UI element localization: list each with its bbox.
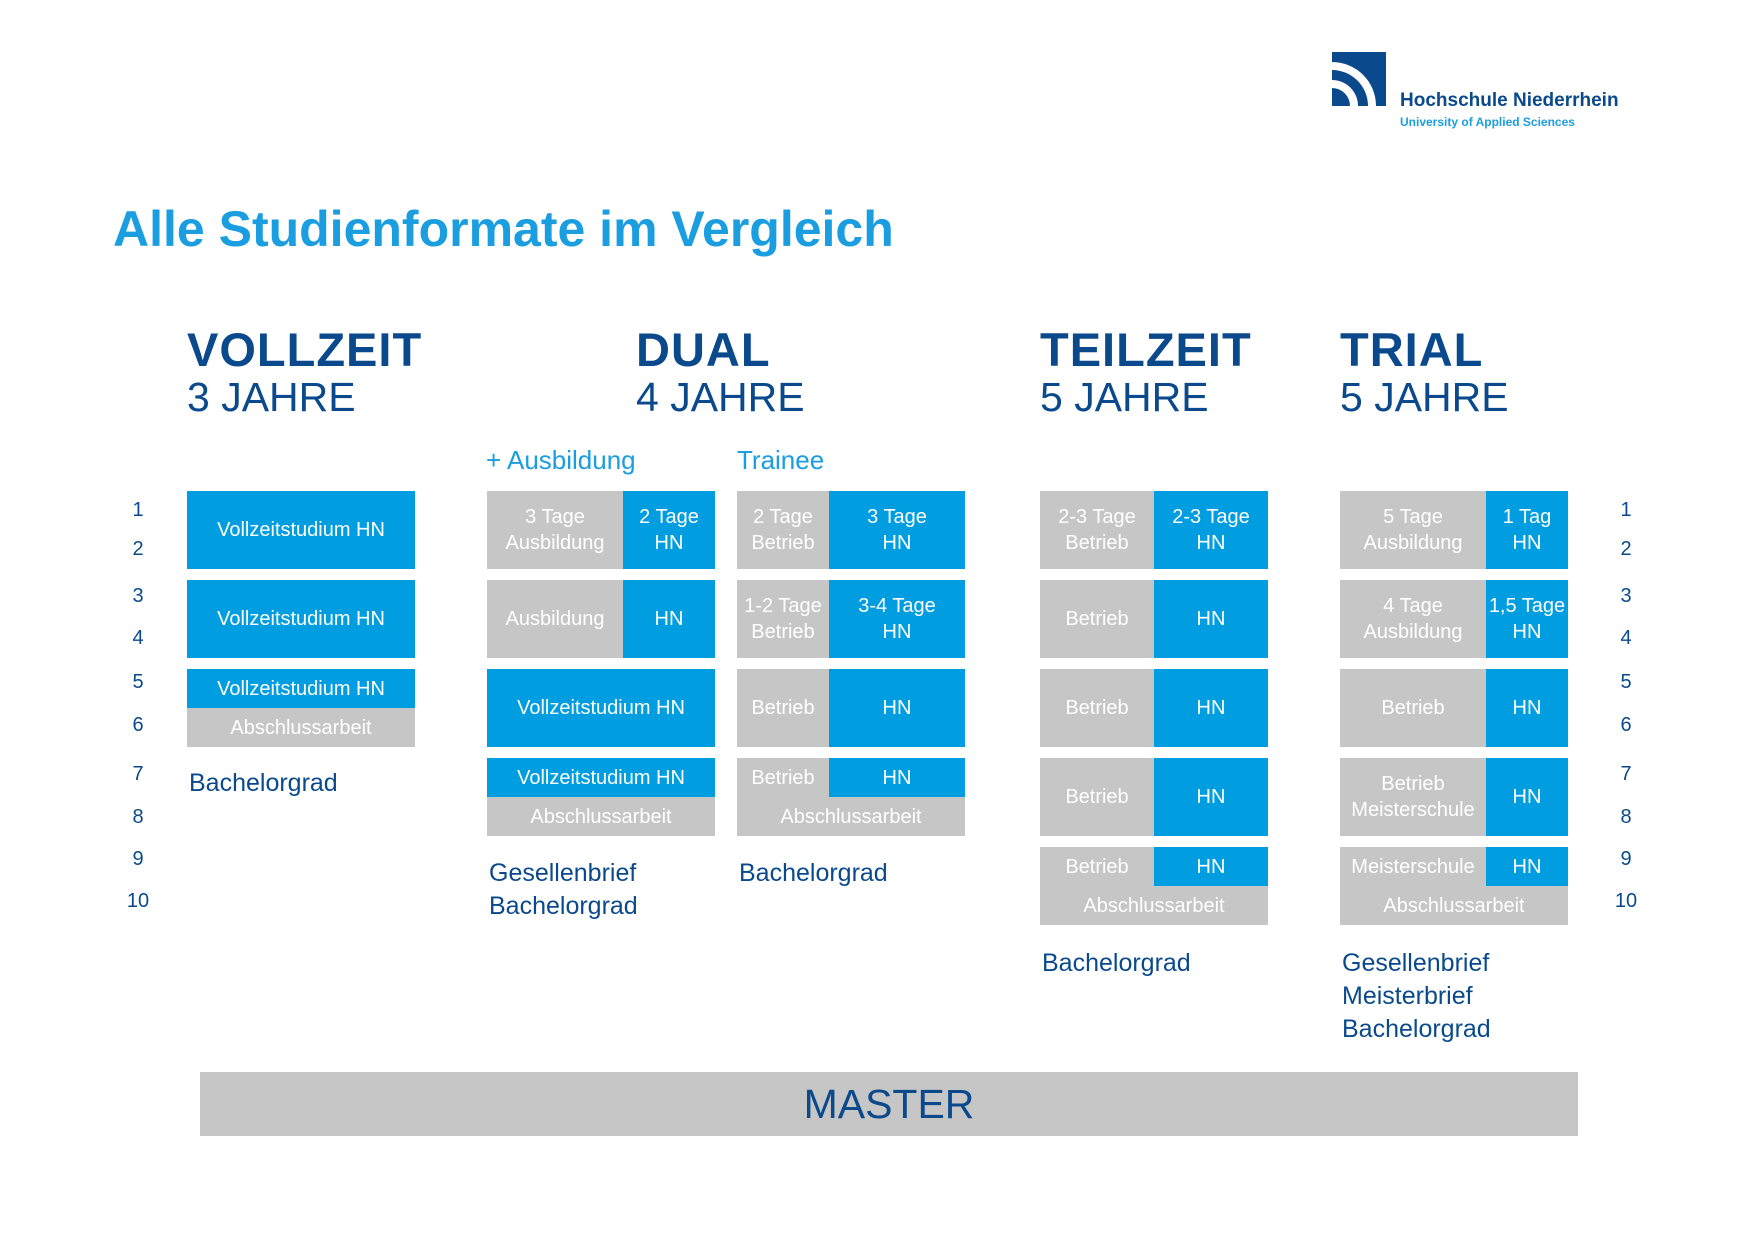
teilzeit-block-2-right: HN [1154, 580, 1268, 658]
vollzeit-block-3: Vollzeitstudium HN [187, 669, 415, 708]
vollzeit-block-2: Vollzeitstudium HN [187, 580, 415, 658]
teilzeit-block-3-right: HN [1154, 669, 1268, 747]
right-semester-9: 9 [1620, 848, 1632, 870]
dual_trainee-block-1-left: 2 Tage Betrieb [737, 491, 829, 569]
teilzeit-block-4-right: HN [1154, 758, 1268, 836]
trial-block-5-left: Meisterschule [1340, 847, 1486, 886]
left-semester-5: 5 [132, 671, 144, 693]
right-semester-6: 6 [1620, 714, 1632, 736]
dual_trainee-degree-1: Bachelorgrad [739, 859, 888, 887]
logo-name: Hochschule Niederrhein [1400, 90, 1619, 111]
trial-degree-1: Gesellenbrief [1342, 949, 1490, 977]
university-emblem-icon [1328, 48, 1390, 110]
teilzeit-thesis-block: Abschlussarbeit [1040, 886, 1268, 925]
teilzeit-block-5-right: HN [1154, 847, 1268, 886]
format-duration-trial: 5 JAHRE [1340, 374, 1509, 420]
dual_ausbildung-block-1-left: 3 Tage Ausbildung [487, 491, 623, 569]
teilzeit-block-4-left: Betrieb [1040, 758, 1154, 836]
format-name-teilzeit: TEILZEIT [1040, 323, 1252, 376]
dual-variant-ausbildung: + Ausbildung [486, 445, 636, 475]
teilzeit-block-2-left: Betrieb [1040, 580, 1154, 658]
dual_trainee-block-1-right: 3 Tage HN [829, 491, 965, 569]
trial-block-4-left: Betrieb Meisterschule [1340, 758, 1486, 836]
right-semester-2: 2 [1620, 538, 1632, 560]
dual_trainee-block-4-left: Betrieb [737, 758, 829, 797]
dual_ausbildung-degrees [489, 857, 638, 923]
trial-block-4-right: HN [1486, 758, 1568, 836]
left-semester-1: 1 [132, 499, 144, 521]
teilzeit-block-5-left: Betrieb [1040, 847, 1154, 886]
vollzeit-block-1: Vollzeitstudium HN [187, 491, 415, 569]
teilzeit-block-3-left: Betrieb [1040, 669, 1154, 747]
teilzeit-block-1-right: 2-3 Tage HN [1154, 491, 1268, 569]
dual_trainee-block-3-left: Betrieb [737, 669, 829, 747]
teilzeit-degree-1: Bachelorgrad [1042, 949, 1191, 977]
left-semester-2: 2 [132, 538, 144, 560]
university-logo [1328, 48, 1619, 138]
dual_trainee-block-3-right: HN [829, 669, 965, 747]
left-semester-4: 4 [132, 627, 144, 649]
dual_ausbildung-block-3: Vollzeitstudium HN [487, 669, 715, 747]
dual_trainee-block-4-right: HN [829, 758, 965, 797]
left-semester-8: 8 [132, 806, 144, 828]
trial-degrees [1342, 947, 1491, 1046]
right-semester-7: 7 [1620, 763, 1632, 785]
dual_trainee-degrees [739, 857, 888, 890]
page-title: Alle Studienformate im Vergleich [113, 201, 894, 257]
dual_ausbildung-block-4: Vollzeitstudium HN [487, 758, 715, 797]
trial-block-5-right: HN [1486, 847, 1568, 886]
vollzeit-degrees [189, 767, 338, 800]
logo-subtitle: University of Applied Sciences [1400, 115, 1575, 129]
dual_ausbildung-degree-2: Bachelorgrad [489, 892, 638, 920]
left-semester-10: 10 [126, 890, 150, 912]
right-semester-1: 1 [1620, 499, 1632, 521]
right-semester-5: 5 [1620, 671, 1632, 693]
dual_ausbildung-block-2-left: Ausbildung [487, 580, 623, 658]
right-semester-8: 8 [1620, 806, 1632, 828]
format-duration-dual: 4 JAHRE [636, 374, 805, 420]
vollzeit-thesis-block: Abschlussarbeit [187, 708, 415, 747]
right-semester-4: 4 [1620, 627, 1632, 649]
trial-degree-3: Bachelorgrad [1342, 1015, 1491, 1043]
dual_ausbildung-block-2-right: HN [623, 580, 715, 658]
trial-block-2-left: 4 Tage Ausbildung [1340, 580, 1486, 658]
right-semester-3: 3 [1620, 585, 1632, 607]
format-name-trial: TRIAL [1340, 323, 1484, 376]
format-duration-vollzeit: 3 JAHRE [187, 374, 356, 420]
dual_trainee-thesis-block: Abschlussarbeit [737, 797, 965, 836]
left-semester-7: 7 [132, 763, 144, 785]
format-duration-teilzeit: 5 JAHRE [1040, 374, 1209, 420]
left-semester-6: 6 [132, 714, 144, 736]
teilzeit-degrees [1042, 947, 1191, 980]
master-bar: MASTER [200, 1072, 1578, 1136]
format-name-dual: DUAL [636, 323, 771, 376]
left-semester-9: 9 [132, 848, 144, 870]
trial-thesis-block: Abschlussarbeit [1340, 886, 1568, 925]
left-semester-3: 3 [132, 585, 144, 607]
trial-block-3-left: Betrieb [1340, 669, 1486, 747]
vollzeit-degree-1: Bachelorgrad [189, 769, 338, 797]
trial-block-2-right: 1,5 Tage HN [1486, 580, 1568, 658]
format-name-vollzeit: VOLLZEIT [187, 323, 423, 376]
dual_trainee-block-2-left: 1-2 Tage Betrieb [737, 580, 829, 658]
trial-degree-2: Meisterbrief [1342, 982, 1473, 1010]
right-semester-10: 10 [1614, 890, 1638, 912]
trial-block-3-right: HN [1486, 669, 1568, 747]
dual-variant-trainee: Trainee [737, 445, 825, 475]
dual_trainee-block-2-right: 3-4 Tage HN [829, 580, 965, 658]
trial-block-1-left: 5 Tage Ausbildung [1340, 491, 1486, 569]
dual_ausbildung-block-1-right: 2 Tage HN [623, 491, 715, 569]
dual_ausbildung-degree-1: Gesellenbrief [489, 859, 637, 887]
teilzeit-block-1-left: 2-3 Tage Betrieb [1040, 491, 1154, 569]
dual_ausbildung-thesis-block: Abschlussarbeit [487, 797, 715, 836]
trial-block-1-right: 1 Tag HN [1486, 491, 1568, 569]
